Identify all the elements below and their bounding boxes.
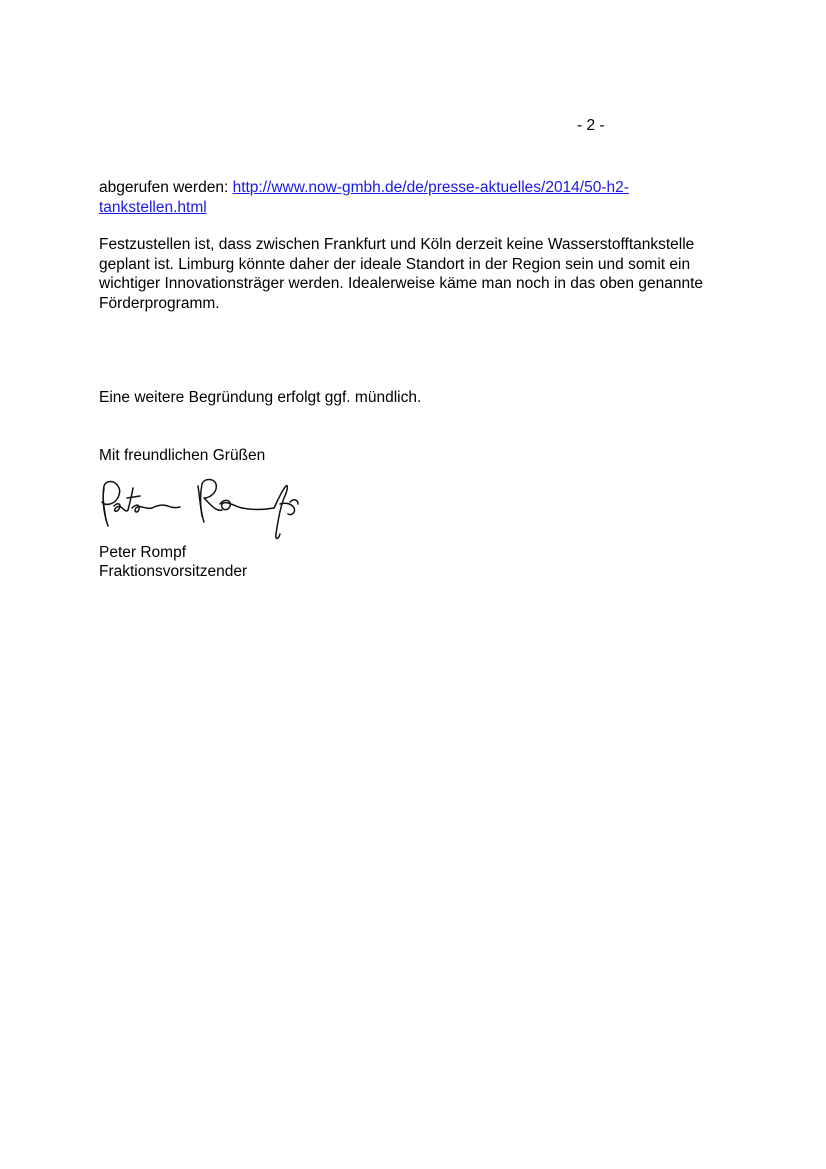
paragraph-line: Förderprogramm.	[99, 294, 220, 312]
reason-paragraph: Eine weitere Begründung erfolgt ggf. mündlich.	[99, 389, 422, 406]
signature-icon	[92, 474, 307, 546]
source-link-line-2: tankstellen.html	[99, 198, 207, 216]
source-link-line-1: http://www.now-gmbh.de/de/presse-aktuelles/2014/50-h2-	[232, 179, 629, 196]
link-intro-text: abgerufen werden:	[99, 179, 233, 196]
signer-role: Fraktionsvorsitzender	[99, 563, 248, 580]
paragraph-line: Festzustellen ist, dass zwischen Frankfurt und Köln derzeit keine Wasserstofftankstelle	[99, 236, 695, 253]
page-number: - 2 -	[577, 117, 605, 134]
link-paragraph	[99, 178, 739, 217]
signer-name: Peter Rompf	[99, 544, 187, 561]
paragraph-line: geplant ist. Limburg könnte daher der ideale Standort in der Region sein und somit ein	[99, 255, 691, 273]
main-paragraph	[99, 235, 759, 313]
paragraph-line: wichtiger Innovationsträger werden. Idealerweise käme man noch in das oben genannte	[99, 275, 704, 292]
closing-greeting: Mit freundlichen Grüßen	[99, 447, 266, 464]
